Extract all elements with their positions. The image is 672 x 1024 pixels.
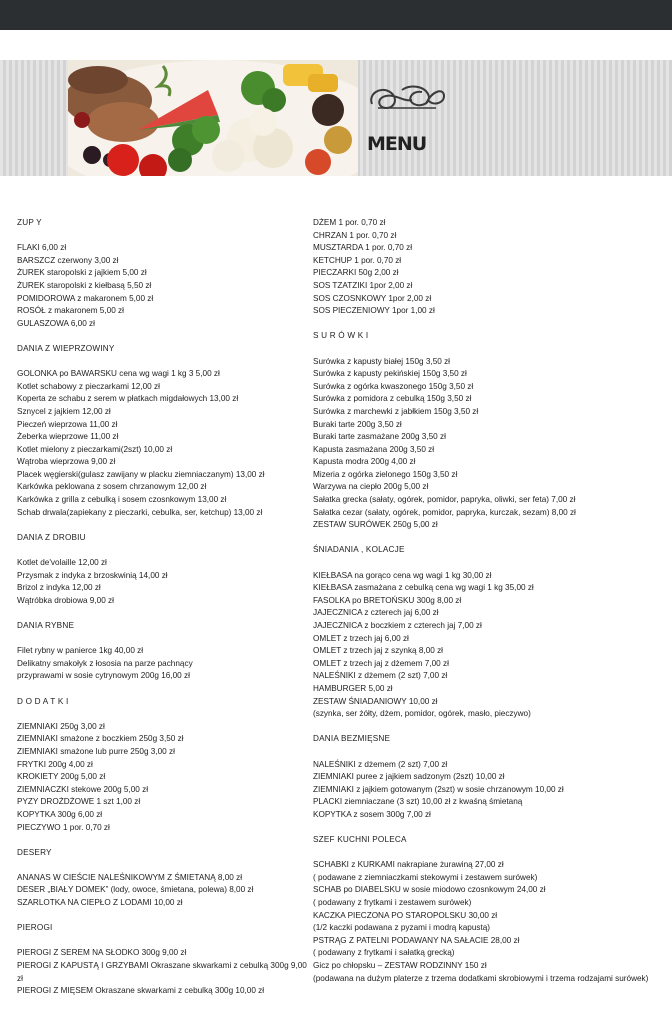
menu-item: ZESTAW SURÓWEK 250g 5,00 zł: [313, 520, 438, 530]
menu-item: ZIEMNIAKI z jajkiem gotowanym (2szt) w sosie chrzanowym 10,00 zł: [313, 784, 564, 794]
menu-item: GOLONKA po BAWARSKU cena wg wagi 1 kg 3 5,00 zł: [17, 369, 220, 379]
menu-item: Żeberka wieprzowe 11,00 zł: [17, 432, 119, 442]
menu-item: PIECZARKI 50g 2,00 zł: [313, 268, 399, 278]
spacer: [313, 343, 668, 356]
section-header: DANIA RYBNE: [17, 621, 75, 630]
menu-item: ( podawane z ziemniaczkami stekowymi i zestawem surówek): [313, 872, 538, 882]
menu-item: ANANAS W CIEŚCIE NALEŚNIKOWYM Z ŚMIETANĄ 8,00 zł: [17, 872, 243, 882]
menu-item: OMLET z trzech jaj z szynką 8,00 zł: [313, 646, 443, 656]
menu-item: ( podawany z frytkami i zestawem surówek): [313, 898, 472, 908]
spacer: [17, 607, 307, 620]
spacer: [17, 910, 307, 923]
menu-item: Wątroba wieprzowa 9,00 zł: [17, 457, 116, 467]
menu-item: PIEROGI Z MIĘSEM Okraszane skwarkami z cebulką 300g 10,00 zł: [17, 986, 265, 996]
menu-item: HAMBURGER 5,00 zł: [313, 683, 393, 693]
menu-item: Filet rybny w panierce 1kg 40,00 zł: [17, 646, 144, 656]
spacer: [17, 859, 307, 872]
menu-item: zł: [17, 973, 23, 983]
menu-left-column: [17, 217, 307, 998]
menu-item: Wątróbka drobiowa 9,00 zł: [17, 595, 114, 605]
menu-item: KETCHUP 1 por. 0,70 zł: [313, 255, 402, 265]
section-header: S U R Ó W K I: [313, 331, 369, 341]
spacer: [313, 721, 668, 734]
spacer: [17, 834, 307, 847]
menu-item: (szynka, ser żółty, dżem, pomidor, ogórek, masło, pieczywo): [313, 709, 531, 719]
menu-item: KOPYTKA 300g 6,00 zł: [17, 809, 103, 819]
menu-item: Schab drwala(zapiekany z pieczarki, cebulka, ser, ketchup) 13,00 zł: [17, 507, 263, 517]
menu-item: Buraki tarte 200g 3,50 zł: [313, 419, 402, 429]
spacer: [17, 708, 307, 721]
menu-item: ŻUREK staropolski z jajkiem 5,00 zł: [17, 268, 147, 278]
menu-item: Buraki tarte zasmażane 200g 3,50 zł: [313, 432, 446, 442]
menu-item: Sznycel z jajkiem 12,00 zł: [17, 406, 111, 416]
menu-item: Kapusta zasmażana 200g 3,50 zł: [313, 444, 435, 454]
spacer: [17, 633, 307, 646]
spacer: [17, 356, 307, 369]
menu-item: PIEROGI Z SEREM NA SŁODKO 300g 9,00 zł: [17, 948, 187, 958]
section-header: D O D A T K I: [17, 696, 69, 706]
section-header: PIEROGI: [17, 923, 53, 933]
menu-item: Surówka z kapusty białej 150g 3,50 zł: [313, 356, 450, 366]
menu-item: (1/2 kaczki podawana z pyzami i modrą kapustą): [313, 923, 491, 933]
menu-item: DESER „BIAŁY DOMEK” (lody, owoce, śmietana, polewa) 8,00 zł: [17, 885, 254, 895]
spacer: [313, 847, 668, 860]
menu-right-column: [313, 217, 668, 985]
menu-item: ZIEMNIAKI smażone lub purre 250g 3,00 zł: [17, 746, 175, 756]
menu-item: KIEŁBASA zasmażana z cebulką cena wg wagi 1 kg 35,00 zł: [313, 583, 534, 593]
spacer: [313, 822, 668, 835]
spacer: [17, 935, 307, 948]
menu-item: FRYTKI 200g 4,00 zł: [17, 759, 93, 769]
menu-item: PLACKI ziemniaczane (3 szt) 10,00 zł z kwaśną śmietaną: [313, 797, 523, 807]
menu-item: Surówka z ogórka kwaszonego 150g 3,50 zł: [313, 381, 474, 391]
menu-item: ZIEMNIAKI puree z jajkiem sadzonym (2szt) 10,00 zł: [313, 772, 505, 782]
menu-item: SZARLOTKA NA CIEPŁO Z LODAMI 10,00 zł: [17, 898, 183, 908]
menu-item: FLAKI 6,00 zł: [17, 243, 67, 253]
menu-item: (podawana na dużym platerze z trzema dodatkami skrobiowymi i trzema rodzajami surówek): [313, 973, 649, 983]
food-photo-illustration: [68, 60, 358, 176]
menu-item: ZESTAW ŚNIADANIOWY 10,00 zł: [313, 696, 438, 706]
menu-item: SOS TZATZIKI 1por 2,00 zł: [313, 280, 413, 290]
menu-item: SOS CZOSNKOWY 1por 2,00 zł: [313, 293, 432, 303]
menu-item: PIECZYWO 1 por. 0,70 zł: [17, 822, 110, 832]
menu-item: Karkówka peklowana z sosem chrzanowym 12,00 zł: [17, 482, 207, 492]
menu-item: PSTRĄG Z PATELNI PODAWANY NA SAŁACIE 28,00 zł: [313, 935, 520, 945]
section-header: ŚNIADANIA , KOLACJE: [313, 545, 405, 555]
menu-item: Karkówka z grilla z cebulką i sosem czosnkowym 13,00 zł: [17, 495, 227, 505]
menu-item: Sałatka cezar (sałaty, ogórek, pomidor, papryka, kurczak, sezam) 8,00 zł: [313, 507, 576, 517]
menu-item: SCHABKI z KURKAMI nakrapiane żurawiną 27,00 zł: [313, 860, 504, 870]
menu-item: CHRZAN 1 por. 0,70 zł: [313, 230, 397, 240]
ornament-logo-icon: [366, 80, 448, 114]
menu-item: przyprawami w sosie cytrynowym 200g 16,00 zł: [17, 671, 190, 681]
spacer: [313, 532, 668, 545]
menu-item: ROSÓŁ z makaronem 5,00 zł: [17, 306, 124, 316]
menu-item: Kapusta modra 200g 4,00 zł: [313, 457, 416, 467]
menu-item: OMLET z trzech jaj 6,00 zł: [313, 633, 409, 643]
section-header: DANIA BEZMIĘSNE: [313, 734, 391, 744]
menu-item: Koperta ze schabu z serem w płatkach migdałowych 13,00 zł: [17, 394, 239, 404]
spacer: [313, 746, 668, 759]
section-header: DANIA Z WIEPRZOWINY: [17, 343, 115, 353]
menu-item: Przysmak z indyka z brzoskwinią 14,00 zł: [17, 570, 168, 580]
menu-item: KIEŁBASA na gorąco cena wg wagi 1 kg 30,00 zł: [313, 570, 492, 580]
menu-item: Kotlet de'volaille 12,00 zł: [17, 558, 107, 568]
menu-item: DŻEM 1 por. 0,70 zł: [313, 218, 386, 227]
section-header: ZUP Y: [17, 218, 42, 227]
menu-item: SCHAB po DIABELSKU w sosie miodowo czosnkowym 24,00 zł: [313, 885, 546, 895]
menu-item: MUSZTARDA 1 por. 0,70 zł: [313, 243, 413, 253]
top-bar: [0, 0, 672, 30]
spacer: [313, 318, 668, 331]
menu-item: Pieczeń wieprzowa 11,00 zł: [17, 419, 118, 429]
menu-item: Surówka z marchewki z jabłkiem 150g 3,50 zł: [313, 406, 479, 416]
menu-item: Surówka z pomidora z cebulką 150g 3,50 zł: [313, 394, 472, 404]
section-header: DANIA Z DROBIU: [17, 532, 86, 542]
spacer: [17, 330, 307, 343]
menu-item: Kotlet schabowy z pieczarkami 12,00 zł: [17, 381, 160, 391]
menu-item: KACZKA PIECZONA PO STAROPOLSKU 30,00 zł: [313, 910, 498, 920]
menu-item: KOPYTKA z sosem 300g 7,00 zł: [313, 809, 431, 819]
menu-item: KROKIETY 200g 5,00 zł: [17, 772, 106, 782]
menu-item: Sałatka grecka (sałaty, ogórek, pomidor, papryka, oliwki, ser feta) 7,00 zł: [313, 495, 576, 505]
section-header: DESERY: [17, 847, 52, 857]
menu-item: Kotlet mielony z pieczarkami(2szt) 10,00 zł: [17, 444, 173, 454]
menu-item: BARSZCZ czerwony 3,00 zł: [17, 255, 119, 265]
menu-item: FASOLKA po BRETOŃSKU 300g 8,00 zł: [313, 595, 462, 605]
menu-item: PYZY DROŻDŻOWE 1 szt 1,00 zł: [17, 797, 141, 807]
menu-item: ZIEMNIAKI smażone z boczkiem 250g 3,50 zł: [17, 734, 184, 744]
menu-item: Delikatny smakołyk z łososia na parze pachnący: [17, 658, 193, 668]
section-header: SZEF KUCHNI POLECA: [313, 835, 407, 845]
spacer: [17, 230, 307, 243]
menu-item: Gicz po chłopsku – ZESTAW RODZINNY 150 zł: [313, 961, 487, 971]
menu-title: MENU: [367, 133, 427, 155]
menu-item: Warzywa na ciepło 200g 5,00 zł: [313, 482, 429, 492]
menu-item: Placek węgierski(gulasz zawijany w placku ziemniaczanym) 13,00 zł: [17, 469, 265, 479]
menu-item: OMLET z trzech jaj z dżemem 7,00 zł: [313, 658, 449, 668]
menu-item: NALEŚNIKI z dżemem (2 szt) 7,00 zł: [313, 759, 448, 769]
menu-item: ZIEMNIACZKI stekowe 200g 5,00 zł: [17, 784, 149, 794]
spacer: [313, 557, 668, 570]
menu-item: SOS PIECZENIOWY 1por 1,00 zł: [313, 306, 435, 316]
spacer: [17, 519, 307, 532]
menu-item: ZIEMNIAKI 250g 3,00 zł: [17, 721, 105, 731]
menu-item: NALEŚNIKI z dżemem (2 szt) 7,00 zł: [313, 671, 448, 681]
menu-item: ( podawany z frytkami i sałatką grecką): [313, 948, 455, 958]
spacer: [17, 683, 307, 696]
menu-item: GULASZOWA 6,00 zł: [17, 318, 95, 328]
menu-item: PIEROGI Z KAPUSTĄ I GRZYBAMI Okraszane skwarkami z cebulką 300g 9,00: [17, 961, 307, 971]
menu-item: Brizol z indyka 12,00 zł: [17, 583, 101, 593]
menu-item: ŻUREK staropolski z kiełbasą 5,50 zł: [17, 280, 152, 290]
menu-item: POMIDOROWA z makaronem 5,00 zł: [17, 293, 154, 303]
menu-item: JAJECZNICA z czterech jaj 6,00 zł: [313, 608, 439, 618]
spacer: [17, 544, 307, 557]
menu-item: Mizeria z ogórka zielonego 150g 3,50 zł: [313, 469, 458, 479]
menu-item: Surówka z kapusty pekińskiej 150g 3,50 zł: [313, 369, 467, 379]
menu-item: JAJECZNICA z boczkiem z czterech jaj 7,00 zł: [313, 621, 482, 630]
food-photo: [68, 60, 358, 176]
